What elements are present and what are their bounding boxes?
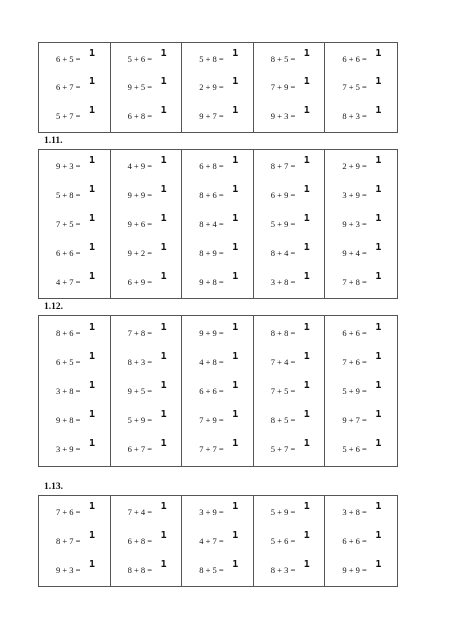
math-problem [111, 438, 182, 460]
handwritten-answer: 1 [89, 48, 96, 60]
grid-column [254, 150, 326, 298]
math-problem [182, 48, 253, 70]
handwritten-answer: 1 [375, 501, 382, 513]
math-problem [182, 242, 253, 264]
handwritten-answer: 1 [375, 155, 382, 167]
math-problem [325, 155, 397, 177]
handwritten-answer: 1 [303, 270, 310, 282]
math-problem [39, 242, 110, 264]
handwritten-answer: 1 [303, 48, 310, 60]
math-problem [254, 271, 325, 293]
problem-text: 7 + 4 = [127, 507, 153, 518]
grid-column [325, 496, 397, 586]
math-problem [325, 530, 397, 552]
problem-text: 6 + 9 = [270, 190, 296, 201]
math-problem [325, 242, 397, 264]
math-problem [111, 409, 182, 431]
handwritten-answer: 1 [160, 184, 167, 196]
problem-text: 9 + 9 = [127, 190, 153, 201]
math-problem [325, 351, 397, 373]
math-problem [39, 322, 110, 344]
problem-text: 9 + 5 = [127, 82, 153, 93]
grid-column [182, 316, 254, 466]
math-problem [182, 380, 253, 402]
handwritten-answer: 1 [303, 350, 310, 362]
math-problem [39, 48, 110, 70]
handwritten-answer: 1 [89, 155, 96, 167]
handwritten-answer: 1 [160, 529, 167, 541]
math-problem [39, 76, 110, 98]
problem-text: 5 + 9 = [270, 218, 296, 229]
math-problem [111, 76, 182, 98]
handwritten-answer: 1 [89, 501, 96, 513]
problem-text: 5 + 9 = [127, 415, 153, 426]
handwritten-answer: 1 [303, 76, 310, 88]
grid-column [182, 150, 254, 298]
handwritten-answer: 1 [160, 501, 167, 513]
handwritten-answer: 1 [375, 76, 382, 88]
problem-text: 3 + 9 = [342, 190, 367, 201]
grid-column [111, 496, 183, 586]
grid-column [325, 150, 397, 298]
grid-column [254, 496, 326, 586]
math-problem [111, 105, 182, 127]
section-label: 1.12. [44, 302, 63, 312]
problem-text: 7 + 5 = [56, 218, 81, 229]
handwritten-answer: 1 [303, 529, 310, 541]
math-problem [39, 380, 110, 402]
math-problem [254, 409, 325, 431]
problem-text: 9 + 9 = [199, 327, 224, 338]
problem-text: 4 + 7 = [199, 535, 224, 546]
handwritten-answer: 1 [303, 501, 310, 513]
problem-text: 8 + 6 = [199, 190, 224, 201]
math-problem [111, 271, 182, 293]
handwritten-answer: 1 [375, 212, 382, 224]
math-problem [39, 213, 110, 235]
problem-text: 6 + 7 = [127, 444, 153, 455]
handwritten-answer: 1 [89, 529, 96, 541]
problem-text: 7 + 9 = [270, 82, 296, 93]
problem-text: 7 + 5 = [342, 82, 367, 93]
problem-text: 8 + 5 = [270, 54, 296, 65]
problem-text: 3 + 8 = [270, 276, 296, 287]
problem-text: 9 + 3 = [270, 110, 296, 121]
problem-text: 9 + 4 = [342, 247, 367, 258]
handwritten-answer: 1 [303, 155, 310, 167]
math-problem [254, 213, 325, 235]
handwritten-answer: 1 [375, 409, 382, 421]
handwritten-answer: 1 [375, 438, 382, 450]
handwritten-answer: 1 [375, 379, 382, 391]
section-label: 1.11. [44, 136, 63, 146]
handwritten-answer: 1 [232, 48, 239, 60]
handwritten-answer: 1 [232, 529, 239, 541]
math-problem [39, 530, 110, 552]
math-problem [325, 48, 397, 70]
handwritten-answer: 1 [160, 558, 167, 570]
math-problem [182, 105, 253, 127]
handwritten-answer: 1 [232, 212, 239, 224]
math-problem [111, 213, 182, 235]
exercise-grid-1 [38, 42, 398, 133]
math-problem [325, 213, 397, 235]
math-problem [182, 271, 253, 293]
handwritten-answer: 1 [160, 379, 167, 391]
math-problem [182, 184, 253, 206]
math-problem [111, 351, 182, 373]
handwritten-answer: 1 [375, 350, 382, 362]
problem-text: 8 + 6 = [56, 327, 81, 338]
exercise-grid-3 [38, 315, 398, 467]
grid-column [111, 316, 183, 466]
math-problem [254, 105, 325, 127]
problem-text: 7 + 8 = [127, 327, 153, 338]
math-problem [254, 242, 325, 264]
handwritten-answer: 1 [303, 409, 310, 421]
math-problem [254, 155, 325, 177]
problem-text: 9 + 3 = [56, 161, 81, 172]
problem-text: 7 + 4 = [270, 356, 296, 367]
handwritten-answer: 1 [89, 184, 96, 196]
math-problem [39, 105, 110, 127]
math-problem [254, 184, 325, 206]
math-problem [39, 155, 110, 177]
grid-column [254, 316, 326, 466]
problem-text: 7 + 6 = [342, 356, 367, 367]
math-problem [182, 76, 253, 98]
problem-text: 8 + 4 = [199, 218, 224, 229]
math-problem [182, 438, 253, 460]
problem-text: 8 + 5 = [270, 415, 296, 426]
math-problem [254, 501, 325, 523]
problem-text: 5 + 9 = [270, 507, 296, 518]
problem-text: 7 + 9 = [199, 415, 224, 426]
problem-text: 5 + 8 = [199, 54, 224, 65]
problem-text: 7 + 8 = [342, 276, 367, 287]
problem-text: 6 + 5 = [56, 356, 81, 367]
problem-text: 9 + 7 = [342, 415, 367, 426]
handwritten-answer: 1 [303, 241, 310, 253]
problem-text: 5 + 7 = [270, 444, 296, 455]
math-problem [182, 155, 253, 177]
handwritten-answer: 1 [232, 270, 239, 282]
handwritten-answer: 1 [89, 212, 96, 224]
problem-text: 9 + 9 = [342, 564, 367, 575]
problem-text: 2 + 9 = [199, 82, 224, 93]
math-problem [111, 322, 182, 344]
math-problem [325, 105, 397, 127]
handwritten-answer: 1 [232, 350, 239, 362]
problem-text: 9 + 8 = [199, 276, 224, 287]
handwritten-answer: 1 [89, 379, 96, 391]
problem-text: 2 + 9 = [342, 161, 367, 172]
math-problem [111, 242, 182, 264]
handwritten-answer: 1 [375, 529, 382, 541]
handwritten-answer: 1 [160, 48, 167, 60]
math-problem [325, 322, 397, 344]
problem-text: 6 + 8 = [127, 110, 153, 121]
math-problem [111, 530, 182, 552]
problem-text: 8 + 5 = [199, 564, 224, 575]
handwritten-answer: 1 [89, 270, 96, 282]
grid-column [254, 43, 326, 132]
grid-column [39, 150, 111, 298]
problem-text: 8 + 8 = [270, 327, 296, 338]
math-problem [325, 438, 397, 460]
handwritten-answer: 1 [375, 241, 382, 253]
handwritten-answer: 1 [160, 76, 167, 88]
problem-text: 9 + 3 = [56, 564, 81, 575]
handwritten-answer: 1 [160, 438, 167, 450]
problem-text: 5 + 9 = [342, 385, 367, 396]
math-problem [182, 559, 253, 581]
math-problem [325, 409, 397, 431]
problem-text: 5 + 6 = [127, 54, 153, 65]
handwritten-answer: 1 [89, 241, 96, 253]
handwritten-answer: 1 [375, 270, 382, 282]
problem-text: 8 + 3 = [127, 356, 153, 367]
grid-column [39, 496, 111, 586]
math-problem [182, 351, 253, 373]
handwritten-answer: 1 [89, 409, 96, 421]
problem-text: 9 + 2 = [127, 247, 153, 258]
math-problem [325, 76, 397, 98]
grid-column [182, 43, 254, 132]
handwritten-answer: 1 [160, 104, 167, 116]
math-problem [111, 559, 182, 581]
handwritten-answer: 1 [89, 558, 96, 570]
problem-text: 3 + 8 = [342, 507, 367, 518]
problem-text: 8 + 3 = [342, 110, 367, 121]
problem-text: 7 + 7 = [199, 444, 224, 455]
problem-text: 9 + 8 = [56, 415, 81, 426]
handwritten-answer: 1 [232, 76, 239, 88]
handwritten-answer: 1 [160, 270, 167, 282]
grid-column [111, 150, 183, 298]
handwritten-answer: 1 [232, 241, 239, 253]
math-problem [325, 559, 397, 581]
handwritten-answer: 1 [232, 104, 239, 116]
math-problem [254, 48, 325, 70]
handwritten-answer: 1 [89, 321, 96, 333]
math-problem [111, 184, 182, 206]
problem-text: 5 + 7 = [56, 110, 81, 121]
handwritten-answer: 1 [232, 184, 239, 196]
problem-text: 9 + 6 = [127, 218, 153, 229]
math-problem [254, 559, 325, 581]
problem-text: 8 + 3 = [270, 564, 296, 575]
problem-text: 9 + 7 = [199, 110, 224, 121]
handwritten-answer: 1 [303, 212, 310, 224]
math-problem [182, 409, 253, 431]
problem-text: 5 + 8 = [56, 190, 81, 201]
handwritten-answer: 1 [160, 212, 167, 224]
math-problem [39, 409, 110, 431]
handwritten-answer: 1 [89, 104, 96, 116]
problem-text: 3 + 8 = [56, 385, 81, 396]
problem-text: 7 + 5 = [270, 385, 296, 396]
problem-text: 6 + 5 = [56, 54, 81, 65]
handwritten-answer: 1 [232, 409, 239, 421]
handwritten-answer: 1 [375, 184, 382, 196]
grid-column [325, 43, 397, 132]
math-problem [39, 271, 110, 293]
handwritten-answer: 1 [303, 558, 310, 570]
math-problem [254, 322, 325, 344]
handwritten-answer: 1 [160, 241, 167, 253]
problem-text: 8 + 9 = [199, 247, 224, 258]
math-problem [182, 530, 253, 552]
math-problem [325, 501, 397, 523]
problem-text: 9 + 3 = [342, 218, 367, 229]
handwritten-answer: 1 [375, 321, 382, 333]
problem-text: 6 + 6 = [342, 54, 367, 65]
math-problem [254, 438, 325, 460]
handwritten-answer: 1 [232, 558, 239, 570]
handwritten-answer: 1 [303, 379, 310, 391]
problem-text: 6 + 9 = [127, 276, 153, 287]
handwritten-answer: 1 [303, 184, 310, 196]
problem-text: 6 + 8 = [127, 535, 153, 546]
section-label: 1.13. [44, 482, 63, 492]
handwritten-answer: 1 [303, 104, 310, 116]
math-problem [111, 48, 182, 70]
math-problem [254, 380, 325, 402]
problem-text: 9 + 5 = [127, 385, 153, 396]
grid-column [39, 316, 111, 466]
math-problem [254, 530, 325, 552]
handwritten-answer: 1 [89, 438, 96, 450]
handwritten-answer: 1 [375, 104, 382, 116]
problem-text: 6 + 6 = [342, 535, 367, 546]
math-problem [182, 213, 253, 235]
problem-text: 3 + 9 = [56, 444, 81, 455]
math-problem [39, 351, 110, 373]
handwritten-answer: 1 [303, 438, 310, 450]
exercise-grid-2 [38, 149, 398, 299]
math-problem [39, 501, 110, 523]
math-problem [325, 271, 397, 293]
handwritten-answer: 1 [160, 321, 167, 333]
handwritten-answer: 1 [232, 321, 239, 333]
math-problem [182, 501, 253, 523]
handwritten-answer: 1 [160, 155, 167, 167]
problem-text: 4 + 9 = [127, 161, 153, 172]
problem-text: 8 + 7 = [270, 161, 296, 172]
grid-column [182, 496, 254, 586]
problem-text: 6 + 6 = [199, 385, 224, 396]
handwritten-answer: 1 [232, 438, 239, 450]
handwritten-answer: 1 [375, 48, 382, 60]
handwritten-answer: 1 [89, 76, 96, 88]
grid-column [111, 43, 183, 132]
math-problem [325, 184, 397, 206]
handwritten-answer: 1 [232, 155, 239, 167]
problem-text: 3 + 9 = [199, 507, 224, 518]
problem-text: 5 + 6 = [270, 535, 296, 546]
handwritten-answer: 1 [232, 501, 239, 513]
handwritten-answer: 1 [160, 350, 167, 362]
math-problem [182, 322, 253, 344]
exercise-grid-4 [38, 495, 398, 587]
handwritten-answer: 1 [375, 558, 382, 570]
problem-text: 6 + 6 = [342, 327, 367, 338]
problem-text: 8 + 7 = [56, 535, 81, 546]
handwritten-answer: 1 [303, 321, 310, 333]
problem-text: 4 + 8 = [199, 356, 224, 367]
handwritten-answer: 1 [89, 350, 96, 362]
math-problem [111, 501, 182, 523]
problem-text: 8 + 4 = [270, 247, 296, 258]
math-problem [254, 76, 325, 98]
problem-text: 6 + 8 = [199, 161, 224, 172]
math-problem [111, 155, 182, 177]
problem-text: 6 + 7 = [56, 82, 81, 93]
grid-column [39, 43, 111, 132]
problem-text: 8 + 8 = [127, 564, 153, 575]
math-problem [39, 559, 110, 581]
math-problem [325, 380, 397, 402]
handwritten-answer: 1 [160, 409, 167, 421]
problem-text: 5 + 6 = [342, 444, 367, 455]
math-problem [39, 184, 110, 206]
math-problem [111, 380, 182, 402]
problem-text: 7 + 6 = [56, 507, 81, 518]
grid-column [325, 316, 397, 466]
problem-text: 4 + 7 = [56, 276, 81, 287]
problem-text: 6 + 6 = [56, 247, 81, 258]
handwritten-answer: 1 [232, 379, 239, 391]
math-problem [254, 351, 325, 373]
math-problem [39, 438, 110, 460]
